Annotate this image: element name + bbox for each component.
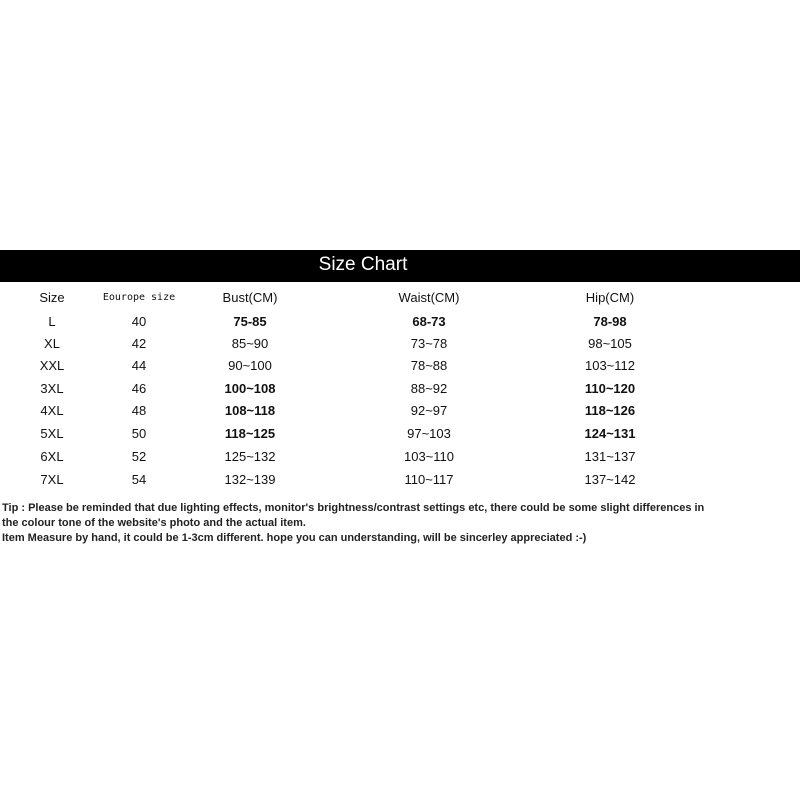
table-cell-hip: 98~105 (588, 336, 632, 351)
table-cell-size: 6XL (40, 449, 64, 464)
table-cell-bust: 108~118 (224, 403, 276, 418)
table-cell-hip: 118~126 (584, 403, 636, 418)
table-cell-waist: 78~88 (410, 358, 448, 373)
table-cell-size: XXL (39, 358, 65, 373)
table-cell-hip: 131~137 (584, 449, 636, 464)
tips-note (2, 501, 798, 546)
table-cell-bust: 118~125 (224, 426, 276, 441)
table-cell-europe: 52 (131, 449, 147, 464)
table-cell-waist: 103~110 (403, 449, 454, 464)
column-header: Size (39, 290, 65, 305)
size-table (0, 284, 800, 490)
table-cell-bust: 75-85 (233, 314, 267, 329)
table-cell-europe: 40 (131, 314, 147, 329)
table-cell-europe: 54 (131, 472, 147, 487)
table-cell-hip: 103~112 (584, 358, 635, 373)
column-header: Waist(CM) (398, 290, 460, 305)
table-cell-size: 3XL (40, 381, 64, 396)
table-cell-hip: 124~131 (584, 426, 636, 441)
table-cell-hip: 137~142 (584, 472, 636, 487)
table-cell-bust: 90~100 (228, 358, 272, 373)
table-cell-size: 7XL (40, 472, 64, 487)
table-cell-europe: 44 (131, 358, 147, 373)
column-header: Eourope size (102, 292, 176, 303)
table-cell-size: 4XL (40, 403, 64, 418)
table-cell-bust: 132~139 (224, 472, 276, 487)
tip-line: Item Measure by hand, it could be 1-3cm different. hope you can understanding, will be sincerley appreciated :-) (2, 532, 587, 544)
table-cell-hip: 78-98 (593, 314, 627, 329)
table-cell-size: 5XL (40, 426, 64, 441)
table-cell-europe: 50 (131, 426, 147, 441)
table-cell-waist: 88~92 (410, 381, 448, 396)
column-header: Bust(CM) (222, 290, 278, 305)
size-chart-banner (0, 250, 800, 282)
table-cell-bust: 100~108 (224, 381, 276, 396)
table-cell-waist: 110~117 (404, 472, 454, 487)
table-cell-size: L (48, 314, 56, 329)
table-cell-hip: 110~120 (584, 381, 636, 396)
table-cell-waist: 73~78 (410, 336, 448, 351)
table-cell-europe: 46 (131, 381, 147, 396)
tip-line: Tip : Please be reminded that due lighting effects, monitor's brightness/contrast settings etc, there could be some slight differences in (2, 502, 705, 514)
table-cell-waist: 97~103 (407, 426, 451, 441)
table-cell-waist: 68-73 (412, 314, 446, 329)
column-header: Hip(CM) (585, 290, 635, 305)
table-cell-bust: 125~132 (224, 449, 276, 464)
size-chart-title: Size Chart (318, 254, 408, 275)
table-cell-europe: 48 (131, 403, 147, 418)
table-cell-size: XL (44, 336, 60, 351)
table-cell-bust: 85~90 (231, 336, 269, 351)
table-cell-waist: 92~97 (410, 403, 448, 418)
tip-line: the colour tone of the website's photo and the actual item. (2, 517, 306, 529)
table-cell-europe: 42 (131, 336, 147, 351)
